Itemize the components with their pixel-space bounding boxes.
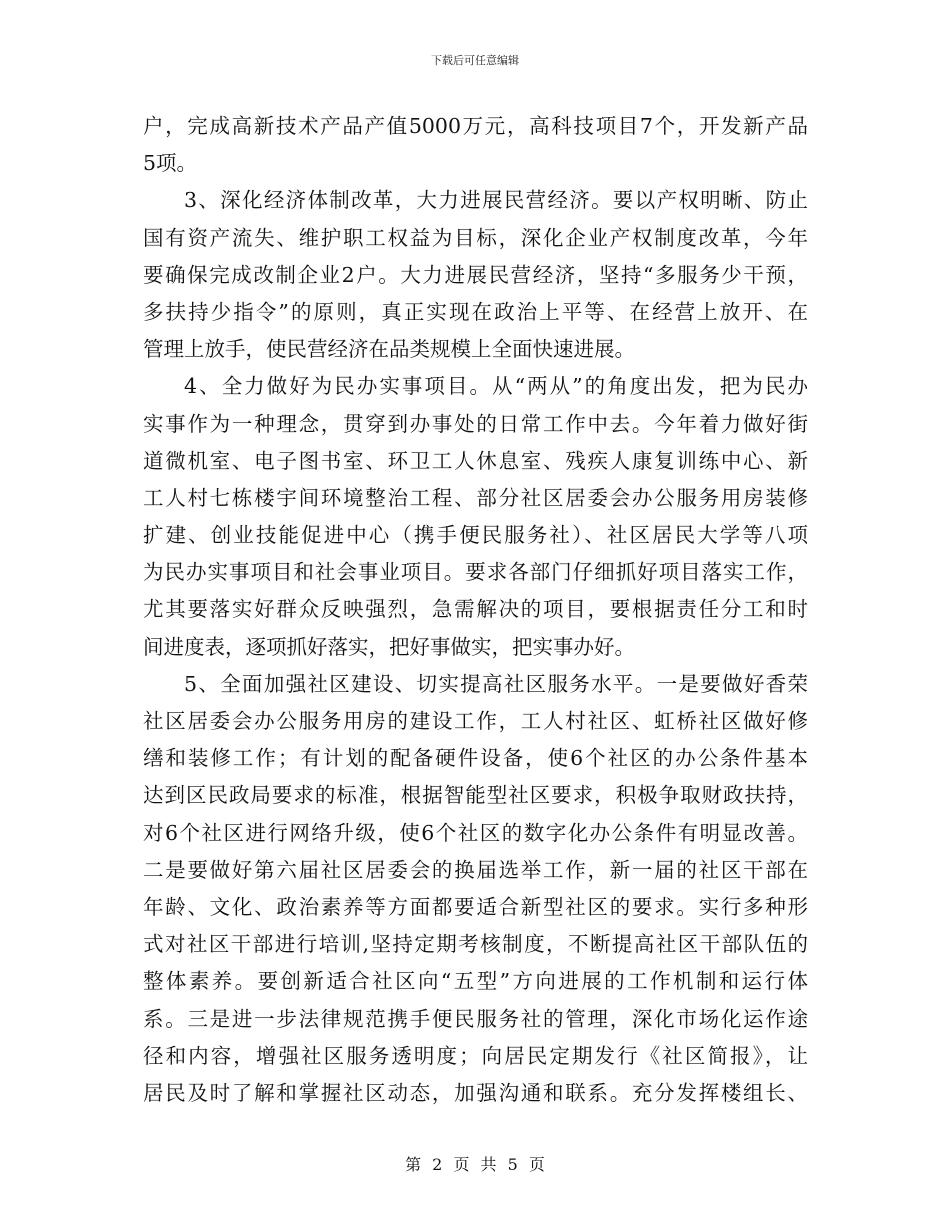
text-line: 户，完成高新技术产品产值5000万元，高科技项目7个，开发新产品 [143, 114, 808, 138]
text-line: 要确保完成改制企业2户。大力进展民营经济，坚持“多服务少干预， [143, 262, 808, 287]
text-line: 整体素养。要创新适合社区向“五型”方向进展的工作机制和运行体 [143, 969, 808, 994]
text-line: 居民及时了解和掌握社区动态，加强沟通和联系。充分发挥楼组长、 [143, 1080, 808, 1105]
text-line: 工人村七栋楼宇间环境整治工程、部分社区居委会办公服务用房装修 [143, 485, 808, 510]
text-line: 达到区民政局要求的标准，根据智能型社区要求，积极争取财政扶持， [143, 783, 808, 808]
text-line: 缮和装修工作；有计划的配备硬件设备，使6个社区的办公条件基本 [143, 746, 808, 771]
text-line: 间进度表，逐项抓好落实，把好事做实，把实事办好。 [143, 634, 635, 659]
text-line: 管理上放手，使民营经济在品类规模上全面快速进展。 [143, 337, 635, 362]
text-line: 二是要做好第六届社区居委会的换届选举工作，新一届的社区干部在 [143, 857, 808, 882]
text-line: 式对社区干部进行培训,坚持定期考核制度，不断提高社区干部队伍的 [143, 932, 808, 957]
text-line: 国有资产流失、维护职工权益为目标，深化企业产权制度改革，今年 [143, 225, 808, 250]
page-header: 下载后可任意编辑 [431, 54, 519, 67]
text-line: 实事作为一种理念，贯穿到办事处的日常工作中去。今年着力做好街 [143, 411, 808, 436]
paragraph-4-start: 4、全力做好为民办实事项目。从“两从”的角度出发，把为民办 [184, 374, 808, 399]
text-line: 多扶持少指令”的原则，真正实现在政治上平等、在经营上放开、在 [143, 299, 808, 324]
text-line: 径和内容，增强社区服务透明度；向居民定期发行《社区简报》，让 [143, 1043, 808, 1068]
body-text [143, 108, 808, 1112]
text-line: 年龄、文化、政治素养等方面都要适合新型社区的要求。实行多种形 [143, 894, 808, 919]
text-line: 尤其要落实好群众反映强烈，急需解决的项目，要根据责任分工和时 [143, 597, 808, 622]
paragraph-5-start: 5、全面加强社区建设、切实提高社区服务水平。一是要做好香荣 [184, 671, 808, 696]
text-line: 对6个社区进行网络升级，使6个社区的数字化办公条件有明显改善。 [143, 820, 808, 845]
text-line: 5项。 [143, 151, 198, 176]
text-line: 系。三是进一步法律规范携手便民服务社的管理，深化市场化运作途 [143, 1006, 808, 1031]
text-line: 为民办实事项目和社会事业项目。要求各部门仔细抓好项目落实工作， [143, 560, 808, 585]
paragraph-3-start: 3、深化经济体制改革，大力进展民营经济。要以产权明晰、防止 [184, 188, 808, 213]
text-line: 社区居委会办公服务用房的建设工作，工人村社区、虹桥社区做好修 [143, 709, 808, 733]
text-line: 道微机室、电子图书室、环卫工人休息室、残疾人康复训练中心、新 [143, 448, 808, 473]
page-footer: 第 2 页 共 5 页 [405, 1155, 545, 1174]
text-line: 扩建、创业技能促进中心（携手便民服务社）、社区居民大学等八项 [143, 523, 808, 548]
